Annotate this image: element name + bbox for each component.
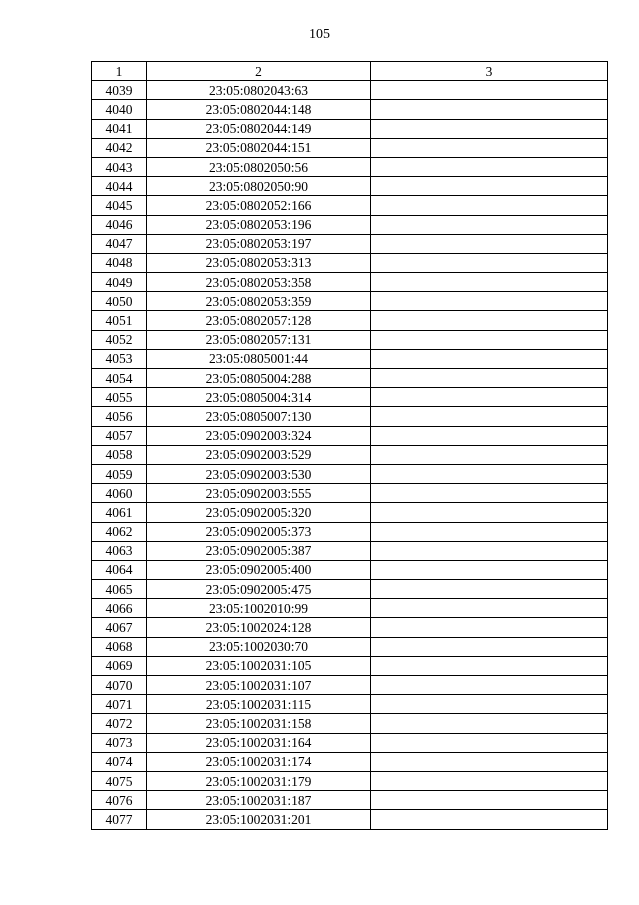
table-row [92,292,608,311]
row-number-cell: 4060 [92,484,147,503]
table-row [92,407,608,426]
cadastral-number-cell: 23:05:0802050:90 [147,177,371,196]
row-number-cell: 4053 [92,349,147,368]
table-row [92,618,608,637]
note-cell [371,177,608,196]
table-header-row [92,62,608,81]
cadastral-number-cell: 23:05:1002031:174 [147,752,371,771]
table-row [92,810,608,829]
cadastral-number-cell: 23:05:0802044:148 [147,100,371,119]
note-cell [371,253,608,272]
cadastral-number-cell: 23:05:1002031:164 [147,733,371,752]
cadastral-number-cell: 23:05:0805001:44 [147,349,371,368]
note-cell [371,196,608,215]
row-number-cell: 4071 [92,695,147,714]
row-number-cell: 4064 [92,560,147,579]
cadastral-number-cell: 23:05:0802053:197 [147,234,371,253]
cadastral-number-cell: 23:05:0802044:149 [147,119,371,138]
note-cell [371,81,608,100]
row-number-cell: 4043 [92,157,147,176]
note-cell [371,733,608,752]
page-number: 105 [309,27,330,42]
table-row [92,752,608,771]
table-row [92,714,608,733]
table-row [92,733,608,752]
note-cell [371,407,608,426]
table-row [92,580,608,599]
note-cell [371,292,608,311]
row-number-cell: 4065 [92,580,147,599]
cadastral-number-cell: 23:05:0902003:530 [147,464,371,483]
table-row [92,369,608,388]
note-cell [371,580,608,599]
table-row [92,484,608,503]
note-cell [371,560,608,579]
cadastral-number-cell: 23:05:1002031:187 [147,791,371,810]
table-row [92,388,608,407]
table-row [92,253,608,272]
note-cell [371,810,608,829]
table-row [92,100,608,119]
row-number-cell: 4055 [92,388,147,407]
cadastral-number-cell: 23:05:0902003:324 [147,426,371,445]
note-cell [371,388,608,407]
cadastral-number-cell: 23:05:1002030:70 [147,637,371,656]
note-cell [371,791,608,810]
row-number-cell: 4069 [92,656,147,675]
column-header-1: 1 [92,62,147,81]
row-number-cell: 4074 [92,752,147,771]
note-cell [371,426,608,445]
note-cell [371,138,608,157]
cadastral-number-cell: 23:05:1002031:115 [147,695,371,714]
note-cell [371,311,608,330]
table-row [92,215,608,234]
table-row [92,522,608,541]
cadastral-number-cell: 23:05:0805007:130 [147,407,371,426]
note-cell [371,100,608,119]
row-number-cell: 4063 [92,541,147,560]
column-header-3: 3 [371,62,608,81]
table-row [92,196,608,215]
row-number-cell: 4072 [92,714,147,733]
table-row [92,695,608,714]
row-number-cell: 4041 [92,119,147,138]
table-row [92,234,608,253]
row-number-cell: 4045 [92,196,147,215]
table-row [92,656,608,675]
row-number-cell: 4050 [92,292,147,311]
row-number-cell: 4070 [92,676,147,695]
row-number-cell: 4042 [92,138,147,157]
cadastral-number-cell: 23:05:1002031:107 [147,676,371,695]
note-cell [371,273,608,292]
table-row [92,273,608,292]
row-number-cell: 4044 [92,177,147,196]
cadastral-number-cell: 23:05:0802057:131 [147,330,371,349]
cadastral-number-cell: 23:05:0802053:358 [147,273,371,292]
table-row [92,311,608,330]
note-cell [371,119,608,138]
note-cell [371,157,608,176]
cadastral-number-cell: 23:05:0902005:387 [147,541,371,560]
table-row [92,541,608,560]
row-number-cell: 4049 [92,273,147,292]
note-cell [371,445,608,464]
cadastral-number-cell: 23:05:0902003:555 [147,484,371,503]
table-row [92,791,608,810]
cadastral-number-cell: 23:05:0902005:400 [147,560,371,579]
table-row [92,676,608,695]
cadastral-number-cell: 23:05:0802053:313 [147,253,371,272]
cadastral-number-cell: 23:05:0902005:320 [147,503,371,522]
row-number-cell: 4039 [92,81,147,100]
table-row [92,349,608,368]
note-cell [371,464,608,483]
row-number-cell: 4066 [92,599,147,618]
row-number-cell: 4067 [92,618,147,637]
note-cell [371,676,608,695]
note-cell [371,656,608,675]
cadastral-number-cell: 23:05:0802057:128 [147,311,371,330]
row-number-cell: 4058 [92,445,147,464]
cadastral-number-cell: 23:05:0802052:166 [147,196,371,215]
cadastral-number-cell: 23:05:1002031:201 [147,810,371,829]
note-cell [371,599,608,618]
row-number-cell: 4057 [92,426,147,445]
row-number-cell: 4061 [92,503,147,522]
cadastral-number-cell: 23:05:1002031:105 [147,656,371,675]
row-number-cell: 4054 [92,369,147,388]
cadastral-number-cell: 23:05:1002031:179 [147,771,371,790]
note-cell [371,484,608,503]
column-header-2: 2 [147,62,371,81]
cadastral-number-cell: 23:05:1002031:158 [147,714,371,733]
note-cell [371,522,608,541]
table-row [92,138,608,157]
cadastral-number-cell: 23:05:1002010:99 [147,599,371,618]
row-number-cell: 4047 [92,234,147,253]
table-row [92,177,608,196]
row-number-cell: 4040 [92,100,147,119]
table-row [92,157,608,176]
cadastral-number-cell: 23:05:0902005:373 [147,522,371,541]
row-number-cell: 4056 [92,407,147,426]
registry-table [91,61,608,830]
cadastral-number-cell: 23:05:0902005:475 [147,580,371,599]
cadastral-number-cell: 23:05:0802053:196 [147,215,371,234]
row-number-cell: 4051 [92,311,147,330]
note-cell [371,349,608,368]
table-row [92,330,608,349]
cadastral-number-cell: 23:05:0902003:529 [147,445,371,464]
cadastral-number-cell: 23:05:0805004:314 [147,388,371,407]
note-cell [371,618,608,637]
table-row [92,426,608,445]
note-cell [371,541,608,560]
row-number-cell: 4068 [92,637,147,656]
cadastral-number-cell: 23:05:0805004:288 [147,369,371,388]
note-cell [371,637,608,656]
note-cell [371,234,608,253]
table-row [92,771,608,790]
note-cell [371,695,608,714]
row-number-cell: 4052 [92,330,147,349]
row-number-cell: 4046 [92,215,147,234]
row-number-cell: 4076 [92,791,147,810]
row-number-cell: 4048 [92,253,147,272]
table-row [92,445,608,464]
table-row [92,464,608,483]
table-row [92,637,608,656]
table-row [92,560,608,579]
note-cell [371,215,608,234]
note-cell [371,714,608,733]
row-number-cell: 4059 [92,464,147,483]
note-cell [371,752,608,771]
row-number-cell: 4062 [92,522,147,541]
note-cell [371,369,608,388]
table-row [92,81,608,100]
table-row [92,599,608,618]
table-row [92,119,608,138]
cadastral-number-cell: 23:05:1002024:128 [147,618,371,637]
table-row [92,503,608,522]
note-cell [371,771,608,790]
table-body [92,81,608,829]
note-cell [371,330,608,349]
row-number-cell: 4073 [92,733,147,752]
cadastral-number-cell: 23:05:0802050:56 [147,157,371,176]
note-cell [371,503,608,522]
cadastral-number-cell: 23:05:0802044:151 [147,138,371,157]
cadastral-number-cell: 23:05:0802053:359 [147,292,371,311]
row-number-cell: 4077 [92,810,147,829]
row-number-cell: 4075 [92,771,147,790]
cadastral-number-cell: 23:05:0802043:63 [147,81,371,100]
